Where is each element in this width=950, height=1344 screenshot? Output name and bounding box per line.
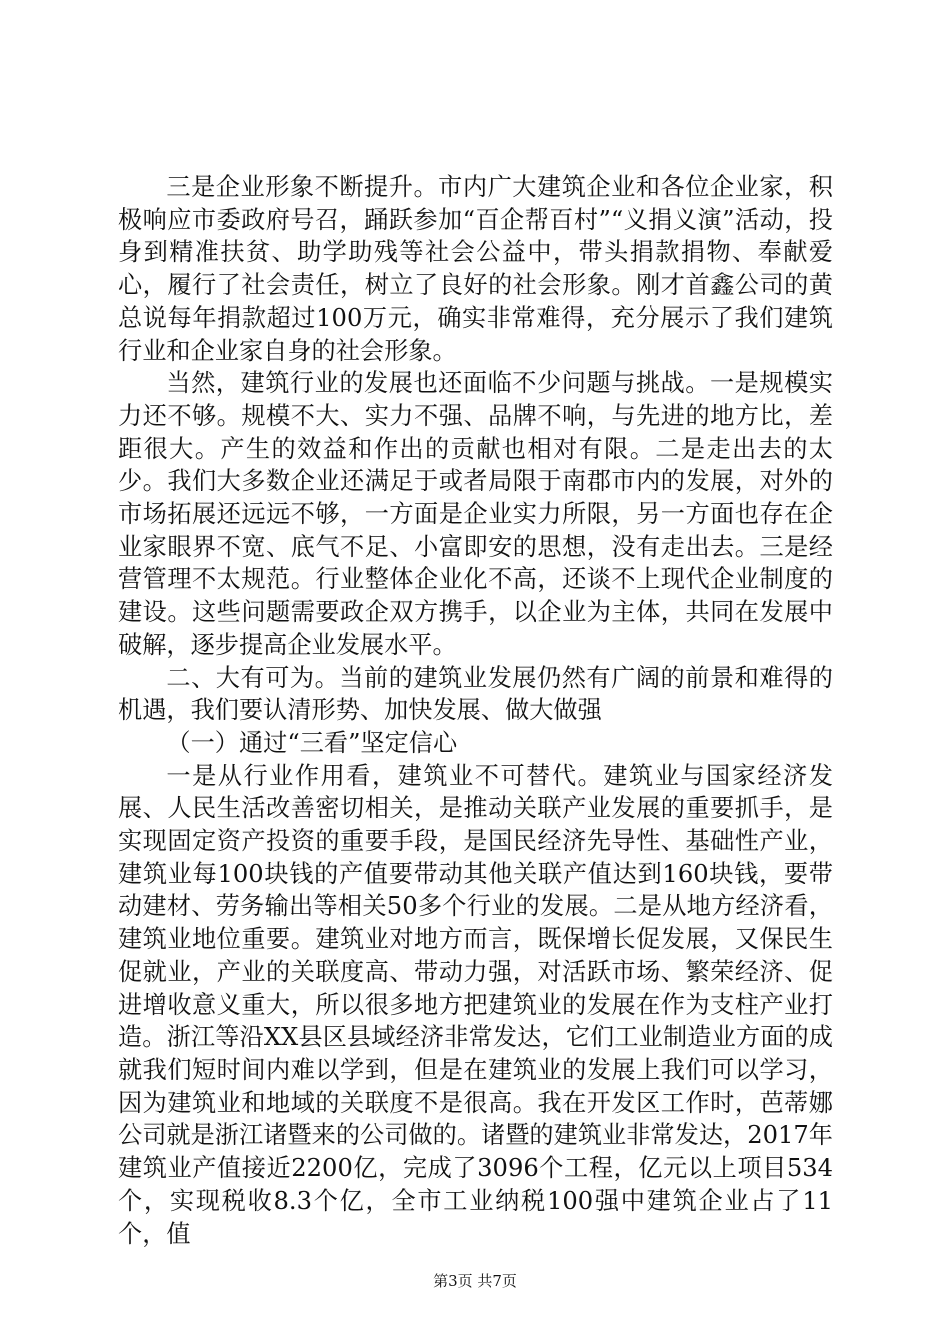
document-body <box>118 171 833 1250</box>
paragraph-industry-role: 一是从行业作用看，建筑业不可替代。建筑业与国家经济发展、人民生活改善密切相关，是推动关联产业发展的重要抓手，是实现固定资产投资的重要手段，是国民经济先导性、基础性产业，建筑业每100块钱的产值要带动其他关联产值达到160块钱，要带动建材、劳务输出等相关50多个行业的发展。二是从地方经济看，建筑业地位重要。建筑业对地方而言，既保增长促发展，又保民生促就业，产业的关联度高、带动力强，对活跃市场、繁荣经济、促进增收意义重大，所以很多地方把建筑业的发展在作为支柱产业打造。浙江等沿XX县区县域经济非常发达，它们工业制造业方面的成就我们短时间内难以学到，但是在建筑业的发展上我们可以学习，因为建筑业和地域的关联度不是很高。我在开发区工作时，芭蒂娜公司就是浙江诸暨来的公司做的。诸暨的建筑业非常发达，2017年建筑业产值接近2200亿，完成了3096个工程，亿元以上项目534个，实现税收8.3个亿，全市工业纳税100强中建筑企业占了11个，值 <box>118 761 833 1248</box>
paragraph-challenges: 当然，建筑行业的发展也还面临不少问题与挑战。一是规模实力还不够。规模不大、实力不强、品牌不响，与先进的地方比，差距很大。产生的效益和作出的贡献也相对有限。二是走出去的太少。我们大多数企业还满足于或者局限于南郡市内的发展，对外的市场拓展还远远不够，一方面是企业实力所限，另一方面也存在企业家眼界不宽、底气不足、小富即安的思想，没有走出去。三是经营管理不太规范。行业整体企业化不高，还谈不上现代企业制度的建设。这些问题需要政企双方携手，以企业为主体，共同在发展中破解，逐步提高企业发展水平。 <box>118 369 833 659</box>
page-footer: 第3页 共7页 <box>433 1272 517 1290</box>
paragraph-corporate-image: 三是企业形象不断提升。市内广大建筑企业和各位企业家，积极响应市委政府号召，踊跃参加“百企帮百村”“义捐义演”活动，投身到精准扶贫、助学助残等社会公益中，带头捐款捐物、奉献爱心，履行了社会责任，树立了良好的社会形象。刚才首鑫公司的黄总说每年捐款超过100万元，确实非常难得，充分展示了我们建筑行业和企业家自身的社会形象。 <box>118 173 833 365</box>
paragraph-subsection-heading: （一）通过“三看”坚定信心 <box>166 728 458 757</box>
paragraph-section-heading: 二、大有可为。当前的建筑业发展仍然有广阔的前景和难得的机遇，我们要认清形势、加快发展、做大做强 <box>118 663 833 725</box>
